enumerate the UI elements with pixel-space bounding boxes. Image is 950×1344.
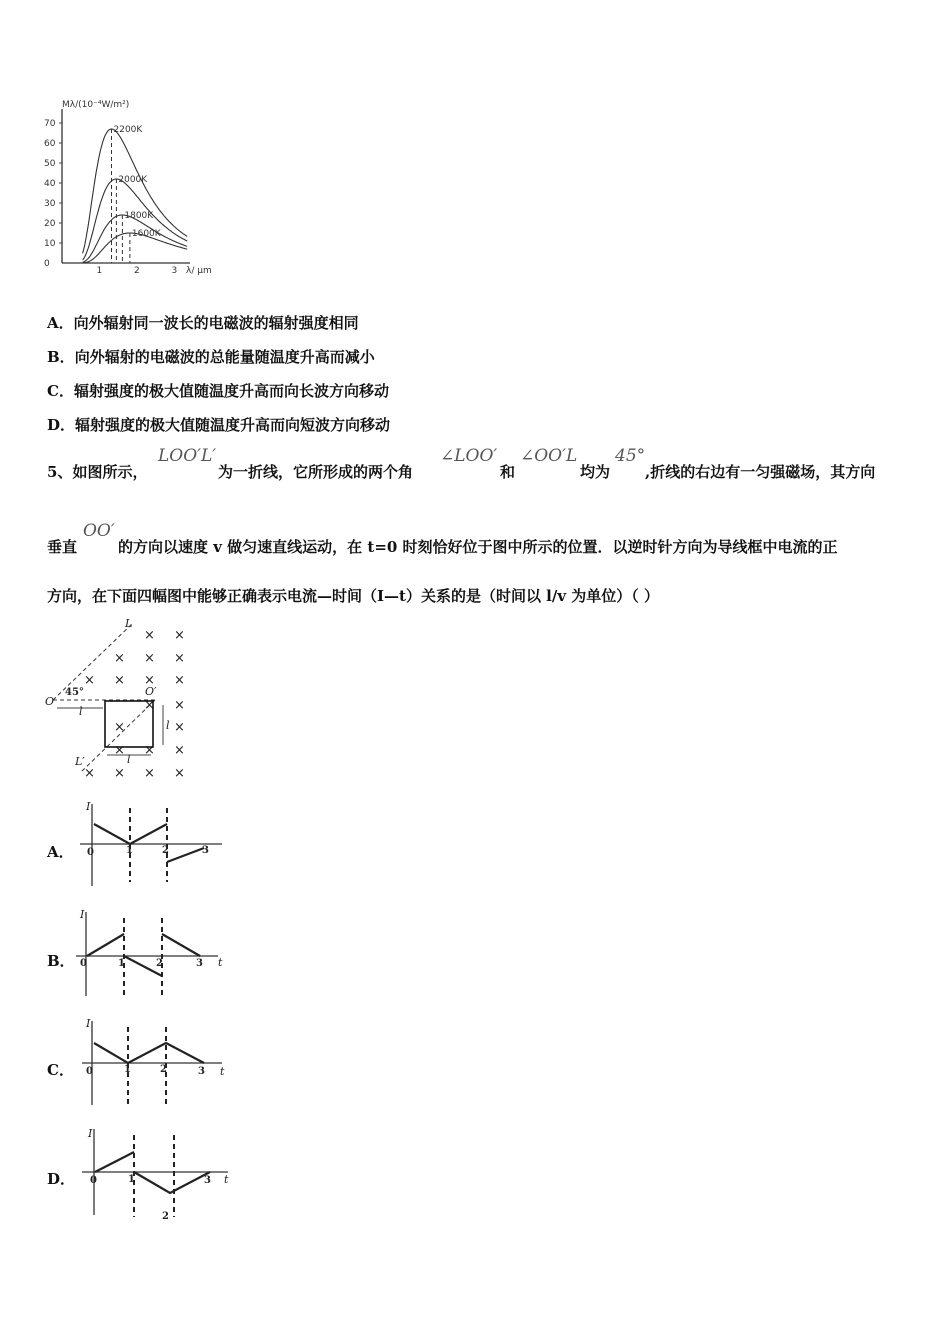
graph-d-xlabel: t xyxy=(224,1173,229,1186)
q5-number: 5、 xyxy=(47,463,73,481)
chart-x-tick-label: 3 xyxy=(171,266,178,276)
chart-y-ticks xyxy=(44,119,62,269)
field-cross-mark: × xyxy=(174,766,185,781)
chart-y-tick-label: 10 xyxy=(44,239,56,249)
field-cross-mark: × xyxy=(174,720,185,735)
chart-y-tick-label: 70 xyxy=(44,119,56,129)
chart-y-tick-label: 60 xyxy=(44,139,56,149)
graph-d-ylabel: I xyxy=(88,1127,93,1140)
magnetic-field-crosses xyxy=(84,628,185,781)
q5-line-1 xyxy=(47,461,147,482)
q5-formula-angle-loo: ∠LOO′ xyxy=(440,446,498,466)
graph-a-tick-2: 2 xyxy=(162,845,169,856)
graph-option-d-label: D． xyxy=(47,1170,76,1188)
graph-a-tick-0: 0 xyxy=(87,847,94,858)
graph-c-curve xyxy=(94,1043,204,1063)
option-a xyxy=(47,312,359,333)
field-cross-mark: × xyxy=(174,651,185,666)
chart-x-ticks xyxy=(97,266,178,276)
field-cross-mark: × xyxy=(174,628,185,643)
field-cross-mark: × xyxy=(114,673,125,688)
option-a-letter: A． xyxy=(47,314,74,332)
graph-d-curve-2 xyxy=(134,1172,210,1193)
label-l-bottom: l xyxy=(127,753,131,766)
chart-ylabel: Mλ/(10⁻⁴W/m²) xyxy=(62,100,130,110)
chart-series-label: 2200K xyxy=(113,125,143,135)
field-cross-mark: × xyxy=(84,673,95,688)
chart-y-tick-label: 20 xyxy=(44,219,56,229)
graph-option-b xyxy=(70,908,240,1000)
field-cross-mark: × xyxy=(84,766,95,781)
field-cross-mark: × xyxy=(174,698,185,713)
graph-option-a xyxy=(70,800,240,890)
q5-text-3: 和 xyxy=(500,463,516,481)
q5-text-2: 为一折线，它所形成的两个角 xyxy=(218,463,414,481)
q5-formula-angle-ool: ∠OO′L xyxy=(520,446,578,466)
field-cross-mark: × xyxy=(114,720,125,735)
graph-b-ylabel: I xyxy=(80,908,85,921)
field-cross-mark: × xyxy=(174,743,185,758)
option-b xyxy=(47,346,375,367)
option-c-text: 辐射强度的极大值随温度升高而向长波方向移动 xyxy=(73,382,389,400)
graph-b-curve xyxy=(87,934,124,956)
label-l-right: l xyxy=(166,719,170,732)
option-c xyxy=(47,380,389,401)
graph-c-tick-2: 2 xyxy=(160,1064,167,1075)
chart-y-tick-label: 0 xyxy=(44,259,50,269)
field-cross-mark: × xyxy=(144,766,155,781)
graph-b-tick-3: 3 xyxy=(196,958,203,969)
chart-y-tick-label: 40 xyxy=(44,179,56,189)
graph-a-tick-1: 1 xyxy=(126,845,133,856)
option-c-letter: C． xyxy=(47,382,74,400)
field-cross-mark: × xyxy=(144,743,155,758)
q5-formula-oo: OO′ xyxy=(83,521,115,541)
label-l-prime: L′ xyxy=(75,755,85,768)
graph-c-tick-1: 1 xyxy=(124,1064,131,1075)
field-cross-mark: × xyxy=(144,628,155,643)
chart-series-label: 2000K xyxy=(118,175,148,185)
graph-c-tick-3: 3 xyxy=(198,1066,205,1077)
graph-d-tick-2: 2 xyxy=(162,1211,169,1222)
graph-option-c xyxy=(70,1017,240,1109)
graph-option-d xyxy=(70,1125,240,1221)
chart-y-tick-label: 30 xyxy=(44,199,56,209)
option-d-text: 辐射强度的极大值随温度升高而向短波方向移动 xyxy=(75,416,391,434)
option-b-text: 向外辐射的电磁波的总能量随温度升高而减小 xyxy=(74,348,375,366)
field-cross-mark: × xyxy=(144,673,155,688)
graph-b-tick-0: 0 xyxy=(80,958,87,969)
option-b-letter: B． xyxy=(47,348,75,366)
q5-text-1: 如图所示， xyxy=(72,463,148,481)
graph-option-c-label: C． xyxy=(47,1061,74,1079)
graph-d-tick-1: 1 xyxy=(128,1174,135,1185)
graph-d-tick-3: 3 xyxy=(204,1175,211,1186)
label-o-prime: O′ xyxy=(145,685,157,698)
field-cross-mark: × xyxy=(174,673,185,688)
graph-a-curve-2 xyxy=(167,848,204,862)
q5-text-5: ,折线的右边有一匀强磁场，其方向 xyxy=(645,463,876,481)
q5-formula-loo-l: LOO′L′ xyxy=(158,446,217,466)
field-cross-mark: × xyxy=(144,698,155,713)
option-d-letter: D． xyxy=(47,416,76,434)
chart-curves xyxy=(83,125,188,263)
graph-b-tick-1: 1 xyxy=(118,958,125,969)
field-cross-mark: × xyxy=(114,766,125,781)
field-cross-mark: × xyxy=(114,743,125,758)
blackbody-spectrum-chart xyxy=(40,95,230,285)
graph-d-curve xyxy=(95,1152,134,1172)
graph-a-ylabel: I xyxy=(86,800,91,813)
setup-figure xyxy=(45,615,205,785)
graph-b-tick-2: 2 xyxy=(156,958,163,969)
fold-line-lower xyxy=(80,700,155,773)
chart-y-tick-label: 50 xyxy=(44,159,56,169)
option-d xyxy=(47,414,390,435)
graph-option-a-label: A． xyxy=(47,843,74,861)
graph-b-xlabel: t xyxy=(218,956,223,969)
label-o: O xyxy=(45,695,55,708)
q5-text-4: 均为 xyxy=(580,463,611,481)
chart-x-tick-label: 2 xyxy=(134,266,140,276)
label-l-left: l xyxy=(79,705,83,718)
chart-series-label: 1600K xyxy=(131,229,161,239)
option-a-text: 向外辐射同一波长的电磁波的辐射强度相同 xyxy=(73,314,359,332)
graph-c-tick-0: 0 xyxy=(86,1066,93,1077)
field-cross-mark: × xyxy=(114,651,125,666)
q5-formula-45deg: 45° xyxy=(615,446,646,466)
label-angle-45: 45° xyxy=(65,687,84,698)
q5-text-line3: 方向，在下面四幅图中能够正确表示电流—时间（I—t）关系的是（时间以 l/v 为单位）（ ） xyxy=(47,587,660,605)
graph-c-ylabel: I xyxy=(86,1017,91,1030)
label-l: L xyxy=(125,617,133,630)
q5-text-line2-start: 垂直 xyxy=(47,538,78,556)
graph-d-tick-0: 0 xyxy=(90,1175,97,1186)
graph-option-b-label: B． xyxy=(47,952,75,970)
graph-c-xlabel: t xyxy=(220,1065,225,1078)
q5-text-line2: 的方向以速度 v 做匀速直线运动，在 t=0 时刻恰好位于图中所示的位置．以逆时针方向为导线框中电流的正 xyxy=(118,538,838,556)
graph-b-curve-3 xyxy=(162,934,200,956)
chart-x-tick-label: 1 xyxy=(96,266,103,276)
chart-series-label: 1800K xyxy=(124,211,154,221)
chart-xlabel: λ/ μm xyxy=(186,266,212,276)
graph-a-tick-3: 3 xyxy=(202,845,209,856)
field-cross-mark: × xyxy=(144,651,155,666)
